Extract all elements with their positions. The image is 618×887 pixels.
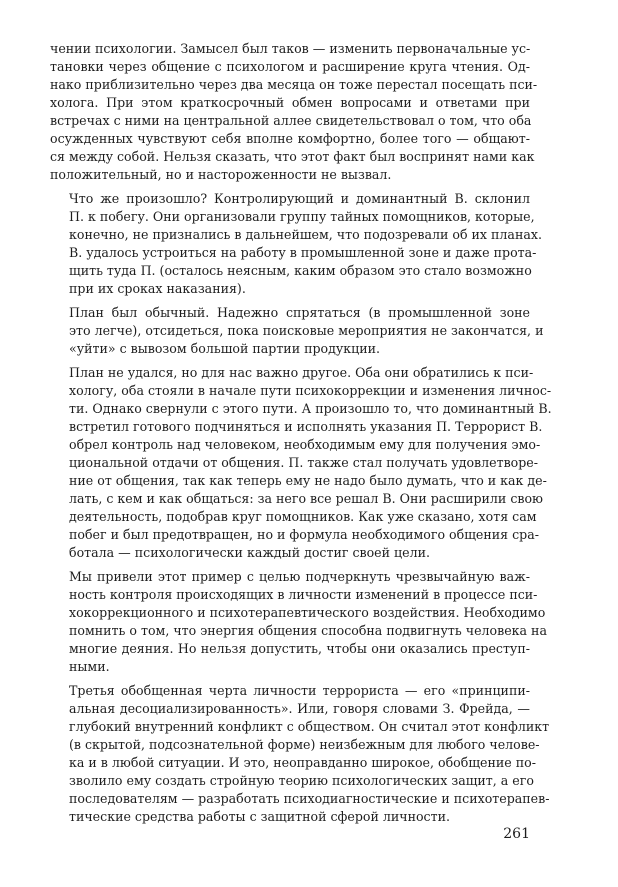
text-line: встретил готового подчиняться и исполнять указания П. Террорист В. <box>69 419 543 434</box>
text-line: встречах с ними на центральной аллее свидетельствовал о том, что оба <box>50 113 532 128</box>
text-line: щить туда П. (осталось неясным, каким образом это стало возможно <box>69 263 532 278</box>
paragraph-5 <box>50 568 547 676</box>
text-line: осужденных чувствуют себя вполне комфортно, более того — общают- <box>50 131 530 146</box>
text-line: при их сроках наказания). <box>69 281 246 296</box>
text-line: чении психологии. Замысел был таков — изменить первоначальные ус- <box>50 41 531 56</box>
text-line: многие деяния. Но нельзя допустить, чтобы они оказались преступ- <box>69 641 530 656</box>
text-line: холога. При этом краткосрочный обмен вопросами и ответами при <box>50 95 530 110</box>
text-line: альная десоциализированность». Или, говоря словами З. Фрейда, — <box>69 701 530 716</box>
text-line: (в скрытой, подсознательной форме) неизбежным для любого челове- <box>69 737 540 752</box>
text-line: ти. Однако свернули с этого пути. А произошло то, что доминантный В. <box>69 401 552 416</box>
text-line: ка и в любой ситуации. И это, неоправданно широкое, обобщение по- <box>69 755 536 770</box>
text-line: Мы привели этот пример с целью подчеркнуть чрезвычайную важ- <box>69 569 530 584</box>
text-line: ся между собой. Нельзя сказать, что этот факт был воспринят нами как <box>50 149 535 164</box>
paragraph-4 <box>50 364 552 562</box>
text-line: положительный, но и настороженности не вызвал. <box>50 167 392 182</box>
text-line: ние от общения, так как теперь ему не надо было думать, что и как де- <box>69 473 547 488</box>
text-line: Что же произошло? Контролирующий и доминантный В. склонил <box>69 191 530 206</box>
text-line: П. к побегу. Они организовали группу тайных помощников, которые, <box>69 209 535 224</box>
text-line: циональной отдачи от общения. П. также стал получать удовлетворе- <box>69 455 539 470</box>
paragraph-6 <box>50 682 550 826</box>
page-number: 261 <box>503 826 530 842</box>
text-line: побег и был предотвращен, но и формула необходимого общения сра- <box>69 527 539 542</box>
paragraph-1 <box>50 40 538 184</box>
text-line: хологу, оба стояли в начале пути психокоррекции и изменения личнос- <box>69 383 552 398</box>
text-line: деятельность, подобрав круг помощников. Как уже сказано, хотя сам <box>69 509 537 524</box>
text-line: План был обычный. Надежно спрятаться (в промышленной зоне <box>69 305 530 320</box>
text-line: ботала — психологически каждый достиг своей цели. <box>69 545 430 560</box>
text-line: это легче), отсидеться, пока поисковые мероприятия не закончатся, и <box>69 323 544 338</box>
text-line: лать, с кем и как общаться: за него все решал В. Они расширили свою <box>69 491 544 506</box>
text-line: зволило ему создать стройную теорию психологических защит, а его <box>69 773 534 788</box>
text-line: ными. <box>69 659 110 674</box>
text-line: тановки через общение с психологом и расширение круга чтения. Од- <box>50 59 530 74</box>
text-line: последователям — разработать психодиагностические и психотерапев- <box>69 791 550 806</box>
text-line: нако приблизительно через два месяца он тоже перестал посещать пси- <box>50 77 538 92</box>
text-line: В. удалось устроиться на работу в промышленной зоне и даже прота- <box>69 245 537 260</box>
text-line: ность контроля происходящих в личности изменений в процессе пси- <box>69 587 538 602</box>
text-line: помнить о том, что энергия общения способна подвигнуть человека на <box>69 623 547 638</box>
paragraph-2 <box>50 190 542 298</box>
text-line: обрел контроль над человеком, необходимым ему для получения эмо- <box>69 437 541 452</box>
book-page <box>50 40 552 832</box>
text-line: тические средства работы с защитной сферой личности. <box>69 809 450 824</box>
text-line: хокоррекционного и психотерапевтического воздействия. Необходимо <box>69 605 546 620</box>
text-line: глубокий внутренний конфликт с обществом. Он считал этот конфликт <box>69 719 550 734</box>
text-line: конечно, не признались в дальнейшем, что подозревали об их планах. <box>69 227 542 242</box>
text-line: Третья обобщенная черта личности террориста — его «принципи- <box>69 683 530 698</box>
paragraph-3 <box>50 304 544 358</box>
text-line: «уйти» с вывозом большой партии продукции. <box>69 341 381 356</box>
text-line: План не удался, но для нас важно другое. Оба они обратились к пси- <box>69 365 534 380</box>
